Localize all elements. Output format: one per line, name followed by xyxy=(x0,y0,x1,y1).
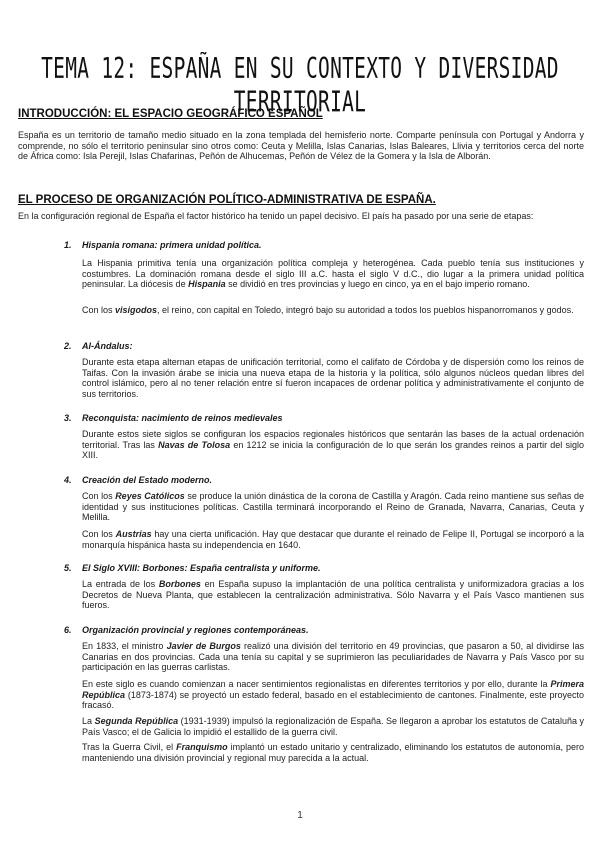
intro-heading: INTRODUCCIÓN: EL ESPACIO GEOGRÁFICO ESPAÑOL xyxy=(18,108,323,120)
item-number: 1. xyxy=(64,240,72,250)
item-number: 6. xyxy=(64,625,72,635)
process-heading: EL PROCESO DE ORGANIZACIÓN POLÍTICO-ADMINISTRATIVA DE ESPAÑA. xyxy=(18,194,436,206)
item-number: 5. xyxy=(64,563,72,573)
item-paragraph: En 1833, el ministro Javier de Burgos realizó una división del territorio en 49 provincias, que pasaron a 50, al dividirse las Canarias en dos provincias. Cada una tenía su capital y se suprimieron las peculiaridades de Navarra y País Vasco por su participación en las guerras carlistas. xyxy=(82,641,584,673)
item-title: Reconquista: nacimiento de reinos medievales xyxy=(82,413,283,423)
item-paragraph: Tras la Guerra Civil, el Franquismo implantó un estado unitario y centralizado, eliminando los estatutos de autonomía, pero manteniendo una división provincial y regional muy parecida a la actual. xyxy=(82,742,585,763)
item-title: Creación del Estado moderno. xyxy=(82,475,213,485)
item-title: Hispania romana: primera unidad política. xyxy=(82,240,262,250)
item-title: Al-Ándalus: xyxy=(82,341,133,351)
item-paragraph: Durante estos siete siglos se configuran los espacios regionales históricos que sentarán las bases de la actual ordenación territorial. Tras las Navas de Tolosa en 1212 se inicia la configuración de lo que serán los grandes reinos a partir del siglo XIII. xyxy=(82,429,584,461)
item-paragraph: La Segunda República (1931-1939) impulsó la regionalización de España. Se llegaron a aprobar los estatutos de Cataluña y País Vasco; el de Galicia lo impidió el estallido de la guerra civil. xyxy=(82,716,585,737)
page-number: 1 xyxy=(297,810,303,821)
item-title: Organización provincial y regiones contemporáneas. xyxy=(82,625,309,635)
item-paragraph: Con los Reyes Católicos se produce la unión dinástica de la corona de Castilla y Aragón. Cada reino mantiene sus señas de identidad y sus instituciones políticas. Castilla terminará incorporando el Reino de Granada, Navarra, Canarias, Ceuta y Melilla. xyxy=(82,491,585,523)
page-title: TEMA 12: ESPAÑA EN SU CONTEXTO Y DIVERSIDAD TERRITORIAL xyxy=(41,52,559,119)
intro-paragraph: España es un territorio de tamaño medio situado en la zona templada del hemisferio norte. Comparte península con Portugal y Andorra y comprende, no sólo el territorio peninsular sino otros como: Ceuta y Melilla, Islas Canarias, Islas Baleares, Llivia y territorios cerca del norte de África como: Isla Perejil, Islas Chafarinas, Peñón de Alhucemas, Peñón de Vélez de la Gomera y la Isla de Alborán. xyxy=(18,130,584,162)
item-title: El Siglo XVIII: Borbones: España centralista y uniforme. xyxy=(82,563,321,573)
item-paragraph: En este siglo es cuando comienzan a nacer sentimientos regionalistas en diferentes territorios y por ello, durante la Primera República (1873-1874) se proyectó un estado federal, basado en el establecimiento de cantones. Finalmente, este proyecto fracasó. xyxy=(82,679,584,711)
item-number: 2. xyxy=(64,341,72,351)
item-paragraph: Con los visigodos, el reino, con capital en Toledo, integró bajo su autoridad a todos los pueblos hispanorromanos y godos. xyxy=(82,305,574,315)
process-lead: En la configuración regional de España el factor histórico ha tenido un papel decisivo. El país ha pasado por una serie de etapas: xyxy=(18,211,534,221)
item-paragraph: Durante esta etapa alternan etapas de unificación territorial, como el califato de Córdoba y de dispersión como los reinos de Taifas. Con la invasión árabe se inicia una nueva etapa de la historia y la política, sólo algunos núcleos quedan libres del control islámico, pero al no tener relación entre sí fueron incapaces de ordenar política y administrativamente el conjunto de sus territorios. xyxy=(82,357,584,399)
item-paragraph: Con los Austrias hay una cierta unificación. Hay que destacar que durante el reinado de Felipe II, Portugal se incorporó a la monarquía hispánica hasta su independencia en 1640. xyxy=(82,529,584,550)
item-paragraph: La Hispania primitiva tenía una organización política compleja y heterogénea. Cada pueblo tenía sus instituciones y costumbres. La dominación romana desde el siglo III a.C. hasta el siglo V d.C., dio lugar a la primera unidad política peninsular. La diócesis de Hispania se dividió en tres provincias y luego en cinco, ya en el bajo imperio romano. xyxy=(82,258,584,290)
item-number: 4. xyxy=(64,475,72,485)
item-number: 3. xyxy=(64,413,72,423)
item-paragraph: La entrada de los Borbones en España supuso la implantación de una política centralista y uniformizadora gracias a los Decretos de Nueva Planta, que establecen la centralización administrativa. Sólo Navarra y el País Vasco mantienen sus fueros. xyxy=(82,579,584,611)
